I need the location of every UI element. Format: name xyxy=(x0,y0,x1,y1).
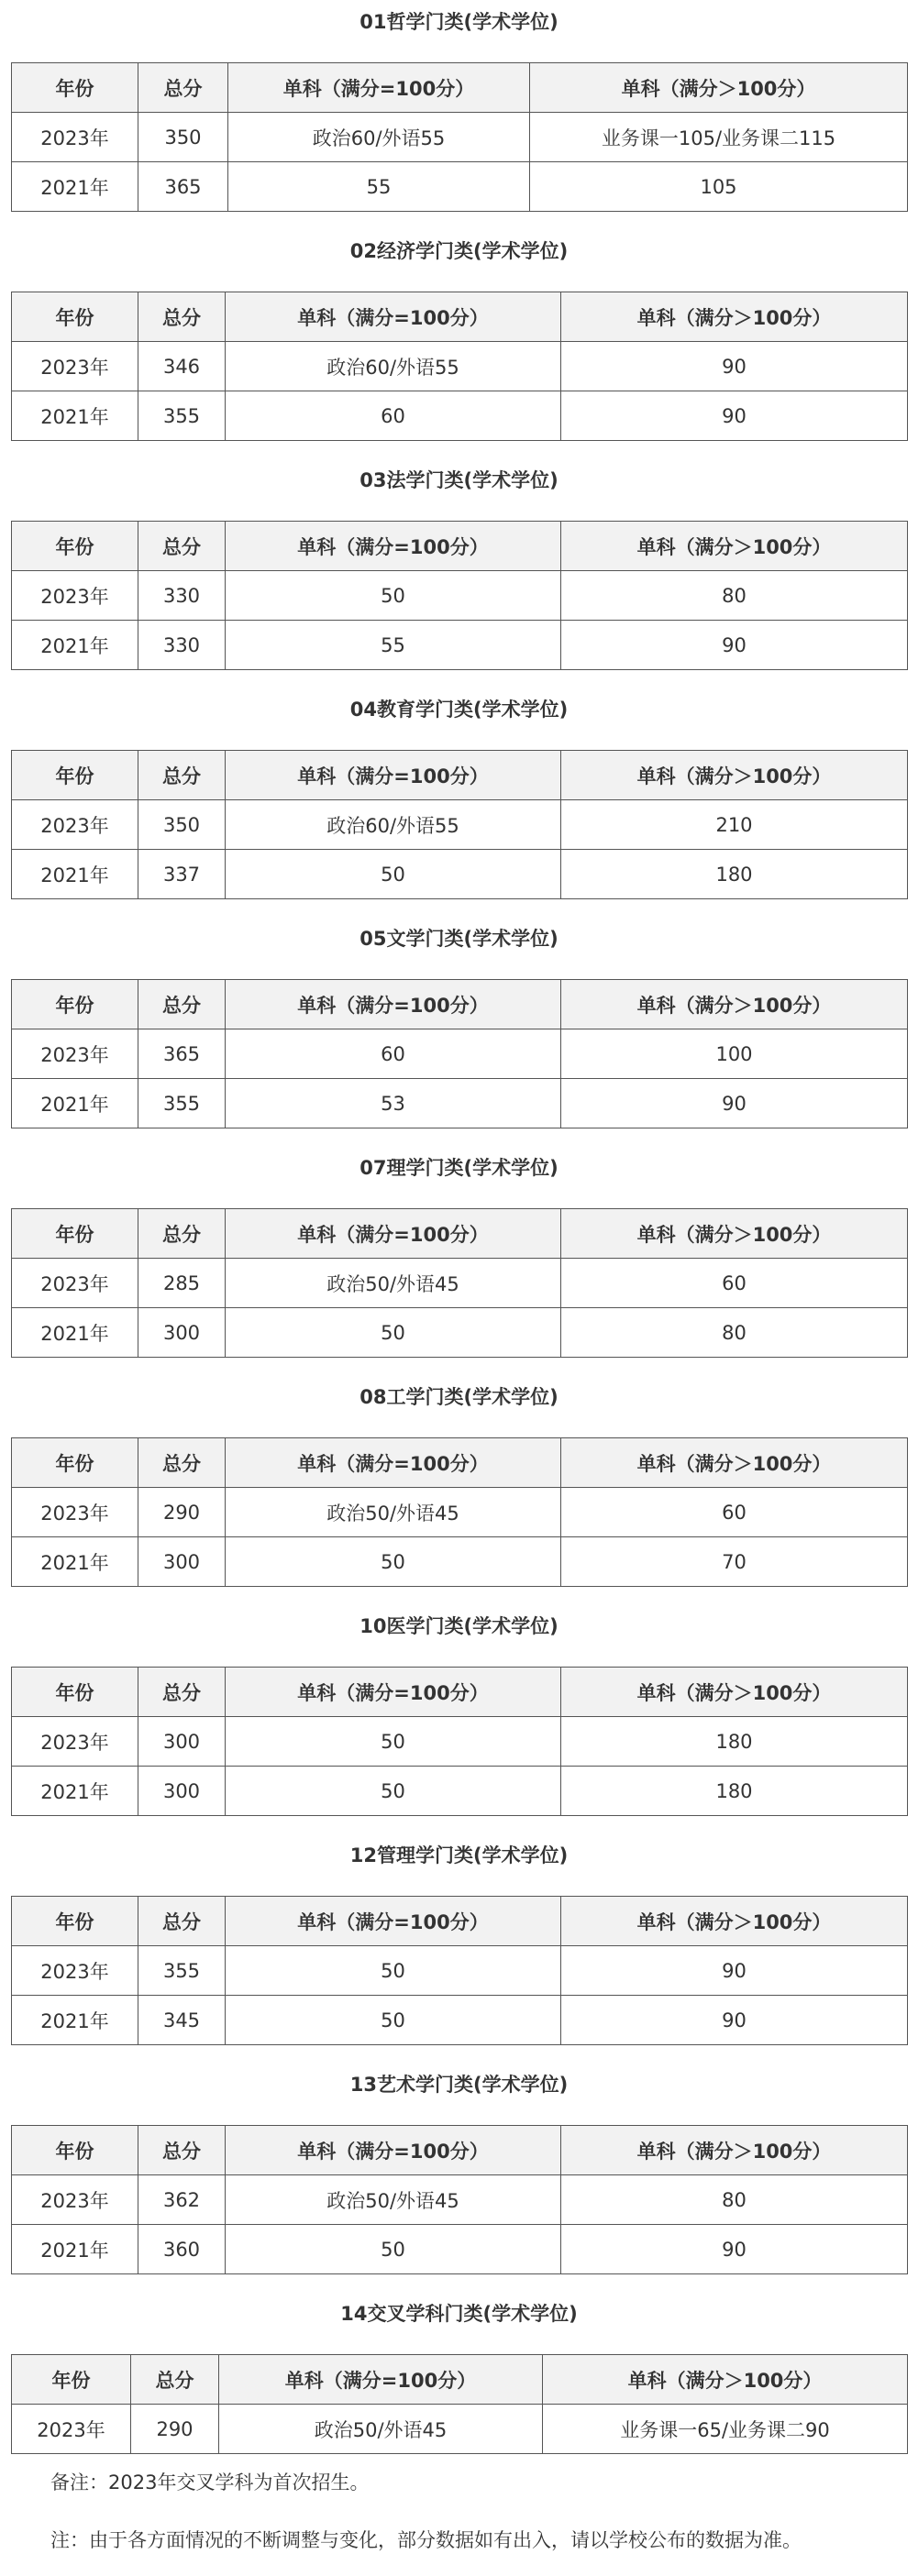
table-header-row xyxy=(12,980,908,1029)
table-row xyxy=(12,1537,908,1587)
cell-single-100: 50 xyxy=(226,1308,561,1358)
cell-total: 350 xyxy=(138,113,228,162)
score-table xyxy=(11,521,908,670)
cell-total: 300 xyxy=(138,1717,226,1767)
cell-year: 2023年 xyxy=(12,1259,138,1308)
cell-single-100: 50 xyxy=(226,571,561,621)
section-title: 04教育学门类(学术学位) xyxy=(349,699,569,721)
header-total: 总分 xyxy=(138,292,226,342)
section-interdisciplinary xyxy=(0,2292,918,2441)
table-row xyxy=(12,1767,908,1816)
table-header-row xyxy=(12,63,908,113)
header-single-100: 单科（满分=100分） xyxy=(228,63,530,113)
header-single-100: 单科（满分=100分） xyxy=(226,1209,561,1259)
cell-total: 300 xyxy=(138,1537,226,1587)
table-row xyxy=(12,391,908,441)
cell-year: 2023年 xyxy=(12,2175,138,2225)
cell-year: 2021年 xyxy=(12,1767,138,1816)
cell-year: 2023年 xyxy=(12,1717,138,1767)
header-total: 总分 xyxy=(138,1438,226,1488)
header-single-over-100: 单科（满分＞100分） xyxy=(561,2126,908,2175)
cell-single-over-100: 90 xyxy=(561,342,908,391)
cell-year: 2021年 xyxy=(12,1996,138,2045)
header-single-100: 单科（满分=100分） xyxy=(226,2126,561,2175)
cell-year: 2023年 xyxy=(12,2405,131,2454)
cell-single-over-100: 70 xyxy=(561,1537,908,1587)
cell-single-100: 政治50/外语45 xyxy=(226,1488,561,1537)
header-single-100: 单科（满分=100分） xyxy=(226,1897,561,1946)
cell-single-over-100: 业务课一105/业务课二115 xyxy=(530,113,908,162)
table-header-row xyxy=(12,1897,908,1946)
cell-single-100: 50 xyxy=(226,1946,561,1996)
table-row xyxy=(12,2225,908,2274)
header-total: 总分 xyxy=(138,1668,226,1717)
header-single-over-100: 单科（满分＞100分） xyxy=(543,2355,908,2405)
header-year: 年份 xyxy=(12,522,138,571)
header-year: 年份 xyxy=(12,2355,131,2405)
table-row xyxy=(12,1488,908,1537)
cell-total: 337 xyxy=(138,850,226,899)
score-table xyxy=(11,62,908,212)
cell-total: 345 xyxy=(138,1996,226,2045)
table-row xyxy=(12,850,908,899)
header-single-over-100: 单科（满分＞100分） xyxy=(561,980,908,1029)
cell-year: 2021年 xyxy=(12,621,138,670)
header-year: 年份 xyxy=(12,63,138,113)
cell-single-over-100: 80 xyxy=(561,1308,908,1358)
cell-single-100: 55 xyxy=(226,621,561,670)
cell-single-100: 政治60/外语55 xyxy=(226,800,561,850)
header-total: 总分 xyxy=(131,2355,219,2405)
cell-single-over-100: 100 xyxy=(561,1029,908,1079)
table-row xyxy=(12,342,908,391)
cell-total: 355 xyxy=(138,1079,226,1128)
cell-single-100: 50 xyxy=(226,1717,561,1767)
header-total: 总分 xyxy=(138,522,226,571)
header-total: 总分 xyxy=(138,1209,226,1259)
score-table xyxy=(11,1667,908,1816)
table-header-row xyxy=(12,292,908,342)
header-year: 年份 xyxy=(12,1668,138,1717)
header-total: 总分 xyxy=(138,980,226,1029)
section-title: 07理学门类(学术学位) xyxy=(359,1157,559,1179)
cell-single-100: 50 xyxy=(226,1537,561,1587)
table-header-row xyxy=(12,2355,908,2405)
header-single-over-100: 单科（满分＞100分） xyxy=(561,1438,908,1488)
score-table xyxy=(11,1896,908,2045)
header-single-over-100: 单科（满分＞100分） xyxy=(530,63,908,113)
header-year: 年份 xyxy=(12,1438,138,1488)
section-title: 14交叉学科门类(学术学位) xyxy=(340,2303,578,2325)
header-single-100: 单科（满分=100分） xyxy=(226,980,561,1029)
header-single-over-100: 单科（满分＞100分） xyxy=(561,522,908,571)
cell-total: 365 xyxy=(138,1029,226,1079)
score-table xyxy=(11,1437,908,1587)
cell-total: 355 xyxy=(138,391,226,441)
cell-total: 300 xyxy=(138,1767,226,1816)
cell-total: 362 xyxy=(138,2175,226,2225)
cell-total: 355 xyxy=(138,1946,226,1996)
header-single-over-100: 单科（满分＞100分） xyxy=(561,292,908,342)
cell-single-over-100: 业务课一65/业务课二90 xyxy=(543,2405,908,2454)
cell-single-over-100: 90 xyxy=(561,621,908,670)
cell-single-100: 50 xyxy=(226,1767,561,1816)
table-header-row xyxy=(12,522,908,571)
cell-single-over-100: 90 xyxy=(561,391,908,441)
section-title: 12管理学门类(学术学位) xyxy=(349,1844,569,1866)
table-row xyxy=(12,800,908,850)
header-total: 总分 xyxy=(138,751,226,800)
cell-single-100: 政治50/外语45 xyxy=(219,2405,543,2454)
table-row xyxy=(12,1946,908,1996)
cell-single-100: 50 xyxy=(226,2225,561,2274)
section-literature xyxy=(0,917,918,1116)
remark-note: 备注：2023年交叉学科为首次招生。 xyxy=(50,2471,370,2493)
header-year: 年份 xyxy=(12,980,138,1029)
table-header-row xyxy=(12,1668,908,1717)
cell-single-100: 政治50/外语45 xyxy=(226,1259,561,1308)
cell-single-over-100: 80 xyxy=(561,2175,908,2225)
cell-single-100: 政治50/外语45 xyxy=(226,2175,561,2225)
table-row xyxy=(12,1259,908,1308)
cell-single-over-100: 180 xyxy=(561,850,908,899)
cell-year: 2023年 xyxy=(12,1029,138,1079)
cell-total: 346 xyxy=(138,342,226,391)
cell-year: 2021年 xyxy=(12,2225,138,2274)
table-row xyxy=(12,621,908,670)
section-science xyxy=(0,1146,918,1345)
section-education xyxy=(0,688,918,886)
table-row xyxy=(12,113,908,162)
score-table xyxy=(11,750,908,899)
cell-year: 2023年 xyxy=(12,1488,138,1537)
cell-total: 350 xyxy=(138,800,226,850)
cell-total: 285 xyxy=(138,1259,226,1308)
table-header-row xyxy=(12,751,908,800)
header-single-over-100: 单科（满分＞100分） xyxy=(561,1897,908,1946)
cell-total: 300 xyxy=(138,1308,226,1358)
cell-year: 2023年 xyxy=(12,571,138,621)
section-medicine xyxy=(0,1604,918,1803)
cell-single-over-100: 180 xyxy=(561,1767,908,1816)
table-row xyxy=(12,571,908,621)
header-total: 总分 xyxy=(138,2126,226,2175)
section-title: 02经济学门类(学术学位) xyxy=(349,240,569,262)
header-total: 总分 xyxy=(138,63,228,113)
table-row xyxy=(12,1996,908,2045)
cell-year: 2023年 xyxy=(12,342,138,391)
section-law xyxy=(0,458,918,657)
cell-single-over-100: 80 xyxy=(561,571,908,621)
cell-year: 2023年 xyxy=(12,113,138,162)
cell-total: 330 xyxy=(138,571,226,621)
cell-single-over-100: 105 xyxy=(530,162,908,212)
cell-year: 2021年 xyxy=(12,1079,138,1128)
section-title: 08工学门类(学术学位) xyxy=(359,1386,559,1408)
cell-total: 290 xyxy=(138,1488,226,1537)
header-single-over-100: 单科（满分＞100分） xyxy=(561,1668,908,1717)
header-total: 总分 xyxy=(138,1897,226,1946)
cell-total: 360 xyxy=(138,2225,226,2274)
header-single-100: 单科（满分=100分） xyxy=(226,751,561,800)
cell-single-100: 60 xyxy=(226,1029,561,1079)
cell-year: 2021年 xyxy=(12,1537,138,1587)
cell-single-100: 60 xyxy=(226,391,561,441)
cell-single-over-100: 60 xyxy=(561,1488,908,1537)
table-header-row xyxy=(12,1438,908,1488)
cell-single-over-100: 90 xyxy=(561,2225,908,2274)
table-row xyxy=(12,1079,908,1128)
header-single-100: 单科（满分=100分） xyxy=(219,2355,543,2405)
cell-single-100: 政治60/外语55 xyxy=(226,342,561,391)
header-single-over-100: 单科（满分＞100分） xyxy=(561,751,908,800)
cell-year: 2021年 xyxy=(12,162,138,212)
cell-year: 2023年 xyxy=(12,1946,138,1996)
section-title: 03法学门类(学术学位) xyxy=(359,469,559,491)
section-title: 01哲学门类(学术学位) xyxy=(359,11,559,33)
cell-year: 2021年 xyxy=(12,1308,138,1358)
section-title: 13艺术学门类(学术学位) xyxy=(349,2074,569,2096)
cell-year: 2021年 xyxy=(12,391,138,441)
header-year: 年份 xyxy=(12,751,138,800)
cell-single-over-100: 60 xyxy=(561,1259,908,1308)
cell-single-over-100: 210 xyxy=(561,800,908,850)
disclaimer-note: 注：由于各方面情况的不断调整与变化，部分数据如有出入，请以学校公布的数据为准。 xyxy=(50,2529,802,2551)
table-header-row xyxy=(12,2126,908,2175)
header-year: 年份 xyxy=(12,1897,138,1946)
section-management xyxy=(0,1833,918,2032)
score-table xyxy=(11,292,908,441)
header-single-100: 单科（满分=100分） xyxy=(226,1668,561,1717)
cell-total: 330 xyxy=(138,621,226,670)
header-year: 年份 xyxy=(12,292,138,342)
cell-year: 2023年 xyxy=(12,800,138,850)
section-engineering xyxy=(0,1375,918,1574)
cell-total: 290 xyxy=(131,2405,219,2454)
score-table xyxy=(11,2354,908,2454)
table-row xyxy=(12,1717,908,1767)
section-economics xyxy=(0,229,918,428)
table-row xyxy=(12,2175,908,2225)
header-single-100: 单科（满分=100分） xyxy=(226,522,561,571)
score-table xyxy=(11,1208,908,1358)
cell-year: 2021年 xyxy=(12,850,138,899)
cell-total: 365 xyxy=(138,162,228,212)
header-year: 年份 xyxy=(12,2126,138,2175)
table-row xyxy=(12,1308,908,1358)
cell-single-over-100: 90 xyxy=(561,1996,908,2045)
header-single-over-100: 单科（满分＞100分） xyxy=(561,1209,908,1259)
header-single-100: 单科（满分=100分） xyxy=(226,1438,561,1488)
cell-single-100: 政治60/外语55 xyxy=(228,113,530,162)
cell-single-100: 55 xyxy=(228,162,530,212)
table-row xyxy=(12,2405,908,2454)
cell-single-over-100: 180 xyxy=(561,1717,908,1767)
cell-single-100: 50 xyxy=(226,850,561,899)
cell-single-100: 50 xyxy=(226,1996,561,2045)
header-year: 年份 xyxy=(12,1209,138,1259)
cell-single-over-100: 90 xyxy=(561,1946,908,1996)
section-art xyxy=(0,2063,918,2262)
table-header-row xyxy=(12,1209,908,1259)
cell-single-100: 53 xyxy=(226,1079,561,1128)
score-table xyxy=(11,979,908,1128)
section-title: 05文学门类(学术学位) xyxy=(359,928,559,950)
section-philosophy xyxy=(0,0,918,199)
table-row xyxy=(12,1029,908,1079)
section-title: 10医学门类(学术学位) xyxy=(359,1615,559,1637)
header-single-100: 单科（满分=100分） xyxy=(226,292,561,342)
cell-single-over-100: 90 xyxy=(561,1079,908,1128)
score-table xyxy=(11,2125,908,2274)
table-row xyxy=(12,162,908,212)
